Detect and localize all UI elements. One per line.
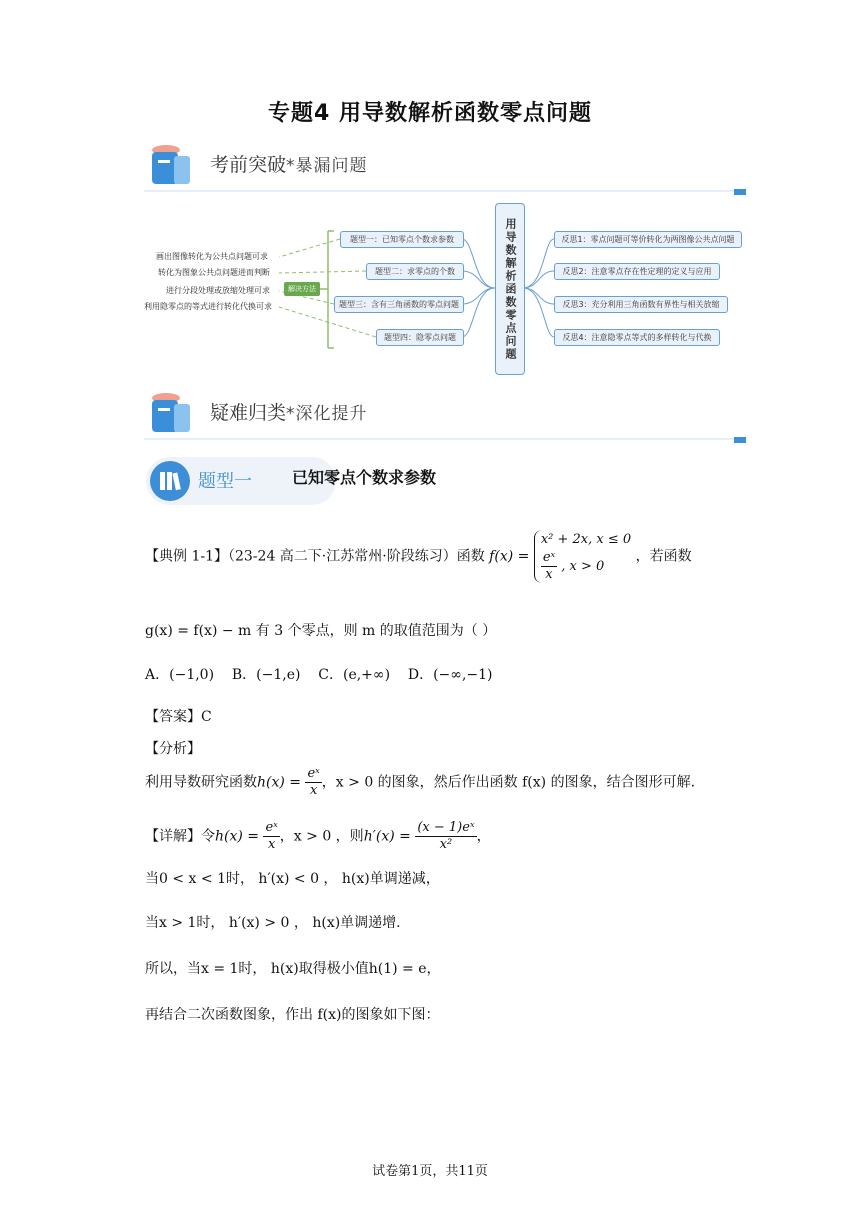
type-node-4: 题型四：隐零点问题 xyxy=(376,329,464,346)
example-line-2: g(x) = f(x) − m 有 3 个零点，则 m 的取值范围为（ ） xyxy=(145,623,497,639)
case-2-condition: , x > 0 xyxy=(561,559,605,574)
analysis-fraction: $\frac{\text{eˣ}}{x}$ xyxy=(307,766,320,798)
type-title: 已知零点个数求参数 xyxy=(292,468,437,487)
method-leaf-1: 画出图像转化为公共点问题可求 xyxy=(156,252,268,261)
section-banner-difficult xyxy=(144,388,746,440)
type-node-2: 题型二：求零点的个数 xyxy=(366,263,464,280)
example-fx: f(x) = xyxy=(489,548,530,565)
reflection-node-2: 反思2：注意零点存在性定理的定义与应用 xyxy=(554,263,720,280)
method-leaf-2: 转化为图象公共点问题进而判断 xyxy=(158,268,270,277)
section-banner-exam xyxy=(144,140,746,192)
book-icon xyxy=(144,140,202,188)
detail-text: 【详解】令h(x) = $\frac{\text{eˣ}}{x}$ ，x > 0 ，则h′(x) = $\frac{\text{(x − 1)eˣ}}{\text{x²}}$ ， xyxy=(145,820,491,852)
options-row xyxy=(145,664,493,684)
divider-mark xyxy=(734,437,746,443)
reflection-node-3: 反思3：充分利用三角函数有界性与相关放缩 xyxy=(554,296,728,313)
books-icon xyxy=(150,461,190,501)
answer: 【答案】C xyxy=(145,709,212,725)
option-d: D．(−∞,−1) xyxy=(407,667,493,683)
page-footer: 试卷第1页，共11页 xyxy=(372,1164,488,1179)
mind-map-center: 用导数解析函数零点问题 xyxy=(495,203,525,375)
analysis-label: 【分析】 xyxy=(145,741,201,757)
banner-sub: *暴漏问题 xyxy=(286,156,368,176)
method-tag: 解决方法 xyxy=(284,282,320,296)
type-node-1: 题型一：已知零点个数求参数 xyxy=(340,231,464,248)
mind-map xyxy=(144,203,746,375)
type-node-3: 题型三：含有三角函数的零点问题 xyxy=(334,296,464,313)
method-leaf-4: 利用隐零点的等式进行转化代换可求 xyxy=(144,302,272,311)
example-suffix: ，若函数 xyxy=(635,548,692,565)
reflection-node-4: 反思4：注意隐零点等式的多样转化与代换 xyxy=(554,329,720,346)
reflection-node-1: 反思1：零点问题可等价转化为两图像公共点问题 xyxy=(554,231,742,248)
banner-main: 考前突破 xyxy=(210,154,287,176)
option-c: C．(e,+∞) xyxy=(318,667,391,683)
option-a: A．(−1,0) xyxy=(145,667,215,683)
divider xyxy=(144,438,746,440)
option-b: B．(−1,e) xyxy=(231,667,301,683)
banner-main: 疑难归类 xyxy=(210,402,287,424)
type-tab-label: 题型一 xyxy=(198,471,252,492)
book-icon xyxy=(144,388,202,436)
example-prefix: 【典例 1-1】（23-24 高二下·江苏常州·阶段练习）函数 xyxy=(145,548,485,565)
detail-line-2: 当x > 1时， h′(x) > 0 ， h(x)单调递增. xyxy=(145,915,401,931)
banner-sub: *深化提升 xyxy=(286,404,368,424)
analysis-text: 利用导数研究函数h(x) = $\frac{\text{eˣ}}{x}$ ，x > 0 的图象，然后作出函数 f(x) 的图象，结合图形可解. xyxy=(145,766,696,798)
divider-mark xyxy=(734,189,746,195)
detail-line-4: 再结合二次函数图象，作出 f(x)的图象如下图： xyxy=(145,1007,440,1023)
divider xyxy=(144,190,746,192)
method-leaf-3: 进行分段处理或放缩处理可求 xyxy=(166,286,270,295)
detail-line-3: 所以，当x = 1时， h(x)取得极小值h(1) = e， xyxy=(145,961,441,977)
detail-fraction-1: $\frac{\text{eˣ}}{x}$ xyxy=(265,820,278,852)
piecewise-function xyxy=(534,530,631,583)
case-2-fraction: $\frac{\text{eˣ}}{x}$ xyxy=(542,550,556,582)
detail-line-1: 当0 < x < 1时， h′(x) < 0 ， h(x)单调递减， xyxy=(145,871,440,887)
page-title: 专题4 用导数解析函数零点问题 xyxy=(268,101,592,126)
detail-fraction-2: $\frac{\text{(x − 1)eˣ}}{\text{x²}}$ xyxy=(417,820,475,852)
case-1: x² + 2x, x ≤ 0 xyxy=(540,532,632,547)
example-question xyxy=(145,530,692,583)
